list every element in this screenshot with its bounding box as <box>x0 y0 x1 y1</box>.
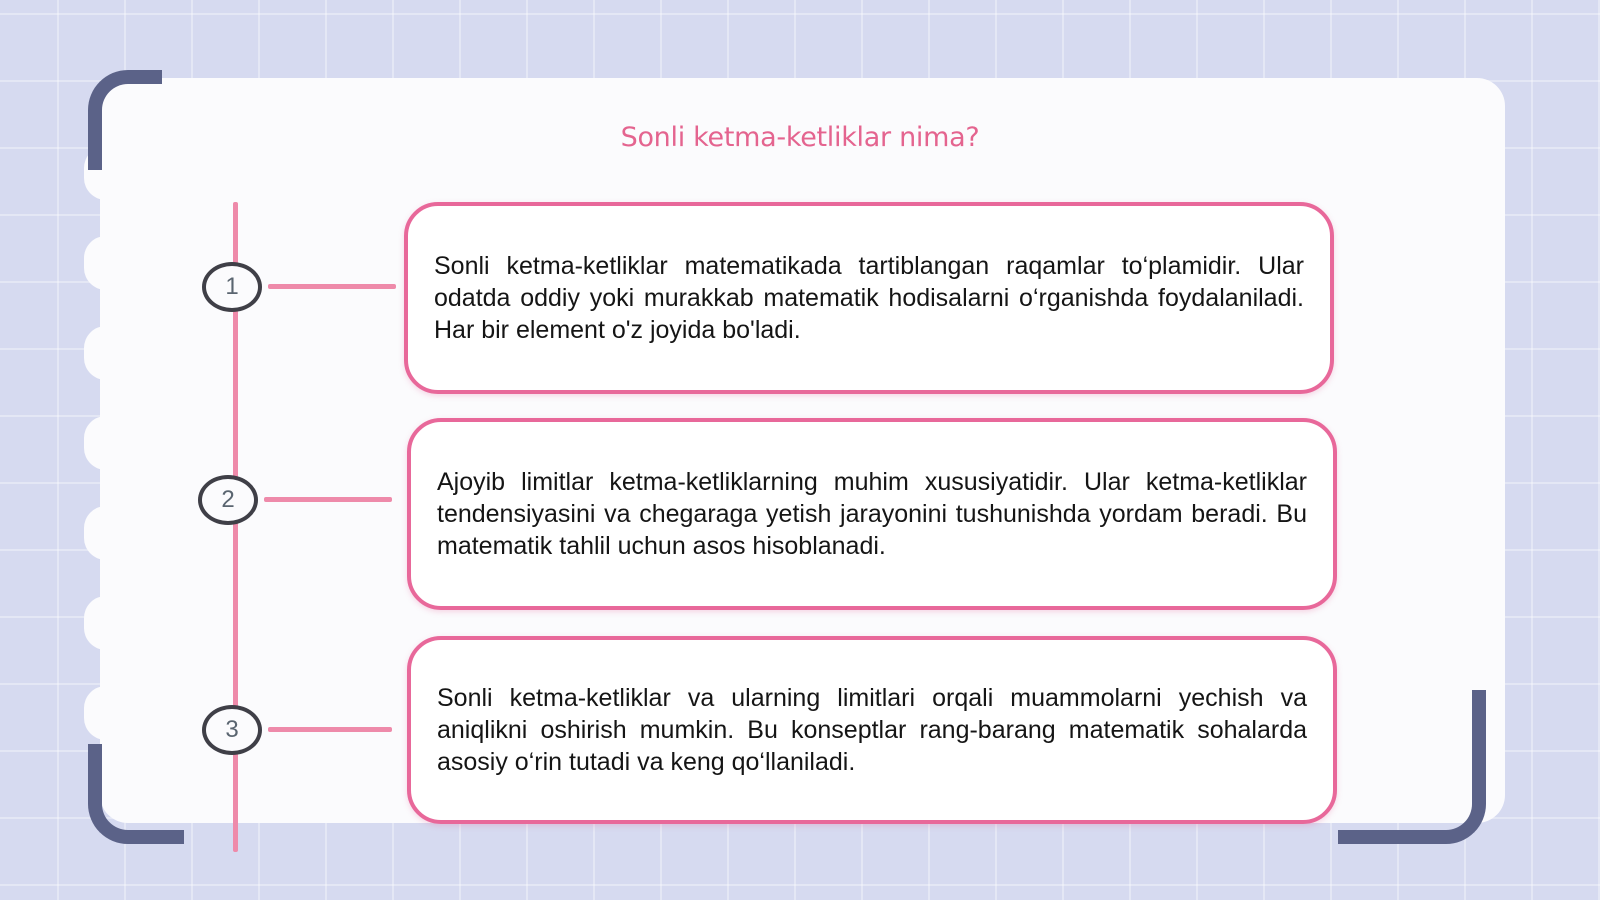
card-text: Sonli ketma-ketliklar matematikada tartiblangan raqamlar to‘plamidir. Ular odatda oddiy yoki murakkab matematik hodisalarni o‘rganishda foydalaniladi. Har bir element o'z joyida bo'ladi. <box>434 252 1304 344</box>
card-text: Sonli ketma-ketliklar va ularning limitlari orqali muammolarni yechish va aniqlikni oshirish mumkin. Bu konseptlar rang-barang matematik sohalarda asosiy o‘rin tutadi va keng qo‘llaniladi. <box>437 684 1307 776</box>
frame-corner-bottom-right <box>1338 690 1486 844</box>
node-number: 1 <box>225 273 239 300</box>
timeline-node-3 <box>202 705 262 755</box>
timeline-node-1 <box>202 262 262 312</box>
slide-title: Sonli ketma-ketliklar nima? <box>620 122 980 153</box>
timeline-node-2 <box>198 475 258 525</box>
card-text: Ajoyib limitlar ketma-ketliklarning muhim xususiyatidir. Ular ketma-ketliklar tendensiyasini va chegaraga yetish jarayonini tushunishda yordam beradi. Bu matematik tahlil uchun asos hisoblanadi. <box>437 468 1307 560</box>
frame-corner-top-left <box>88 70 162 170</box>
sheet-edge-bump <box>84 326 128 380</box>
node-number: 2 <box>221 486 235 513</box>
sheet-edge-bump <box>84 236 128 290</box>
sheet-edge-bump <box>84 686 128 740</box>
content-card-3 <box>407 636 1337 824</box>
frame-corner-bottom-left <box>88 744 184 844</box>
content-card-2 <box>407 418 1337 610</box>
timeline-connector-1 <box>268 284 396 289</box>
node-number: 3 <box>225 716 239 743</box>
sheet-edge-bump <box>84 416 128 470</box>
timeline-connector-3 <box>268 727 392 732</box>
sheet-edge-bump <box>84 506 128 560</box>
content-card-1 <box>404 202 1334 394</box>
timeline-connector-2 <box>264 497 392 502</box>
sheet-edge-bump <box>84 596 128 650</box>
